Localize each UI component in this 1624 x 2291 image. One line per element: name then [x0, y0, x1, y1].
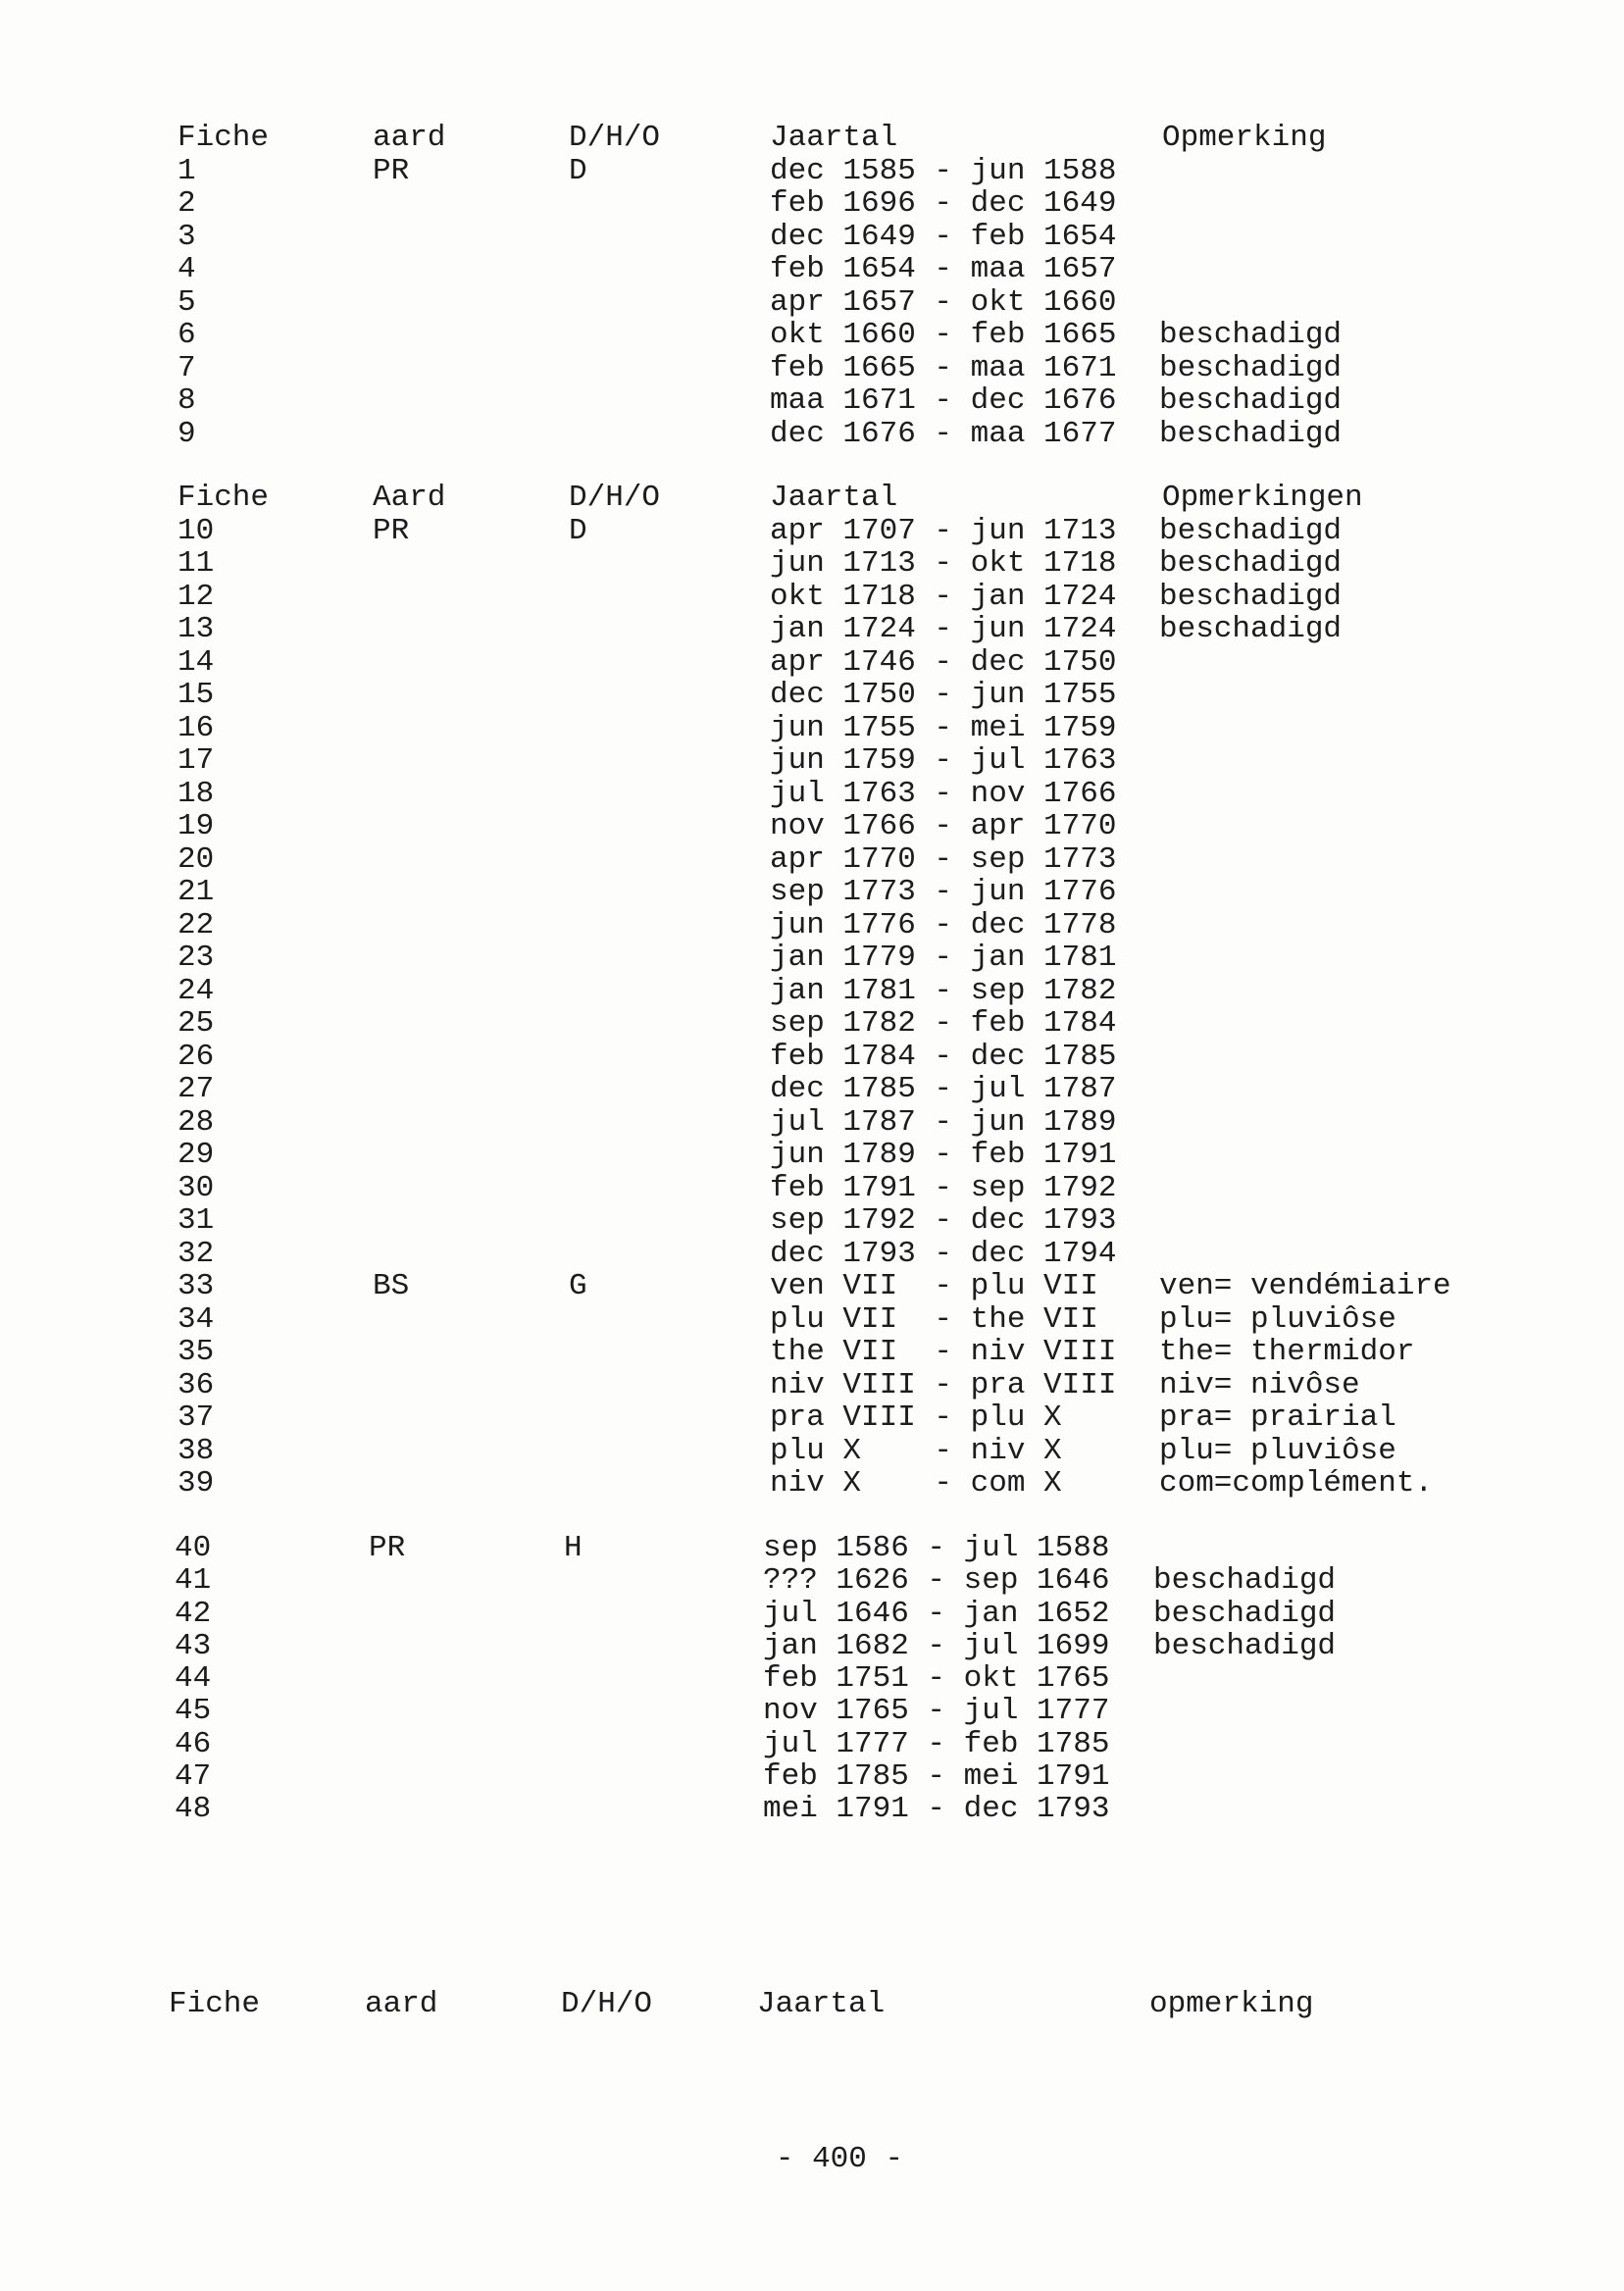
cell-fiche: 11 [178, 546, 215, 581]
cell-opmerking: beschadigd [1159, 546, 1343, 581]
cell-fiche: 39 [178, 1466, 215, 1501]
footer-table-header [0, 1988, 1624, 2021]
cell-fiche: 10 [178, 513, 215, 548]
cell-jaartal: feb 1751 - okt 1765 [763, 1661, 1110, 1697]
table-row [0, 1270, 1624, 1303]
header-aard: Aard [373, 481, 446, 515]
cell-fiche: 35 [178, 1335, 215, 1369]
cell-fiche: 1 [178, 153, 196, 188]
cell-fiche: 41 [175, 1563, 212, 1599]
cell-jaartal: dec 1649 - feb 1654 [770, 219, 1117, 254]
cell-jaartal: nov 1765 - jul 1777 [763, 1694, 1110, 1729]
table-row [0, 1172, 1624, 1205]
cell-opmerking: the= thermidor [1159, 1335, 1415, 1369]
header-dho: D/H/O [569, 481, 661, 515]
table-section-3 [0, 1532, 1624, 1826]
cell-jaartal: dec 1785 - jul 1787 [770, 1072, 1117, 1106]
cell-opmerking: beschadigd [1159, 318, 1343, 352]
header-jaartal: Jaartal [757, 1987, 886, 2021]
cell-fiche: 5 [178, 284, 196, 320]
cell-fiche: 7 [178, 350, 196, 385]
table-row [0, 1793, 1624, 1825]
cell-fiche: 32 [178, 1236, 215, 1271]
cell-jaartal: apr 1770 - sep 1773 [770, 841, 1117, 877]
cell-jaartal: niv X - com X [770, 1466, 1062, 1501]
table-row [0, 384, 1624, 418]
cell-fiche: 37 [178, 1400, 215, 1435]
cell-jaartal: maa 1671 - dec 1676 [770, 383, 1117, 418]
cell-dho: D [569, 513, 587, 548]
cell-jaartal: dec 1676 - maa 1677 [770, 416, 1117, 451]
cell-opmerking: pra= prairial [1159, 1400, 1396, 1435]
cell-opmerking: beschadigd [1159, 416, 1343, 451]
cell-opmerking: beschadigd [1159, 612, 1343, 646]
table-body [0, 1532, 1624, 1826]
cell-opmerking: beschadigd [1159, 383, 1343, 418]
cell-jaartal: jun 1776 - dec 1778 [770, 907, 1117, 942]
cell-fiche: 18 [178, 776, 215, 811]
table-row [0, 1073, 1624, 1106]
cell-jaartal: apr 1746 - dec 1750 [770, 644, 1117, 680]
cell-jaartal: the VII - niv VIII [770, 1335, 1117, 1369]
table-row [0, 515, 1624, 548]
table-row [0, 418, 1624, 451]
header-opmerking: Opmerking [1162, 121, 1327, 155]
table-header [0, 482, 1624, 515]
cell-jaartal: sep 1586 - jul 1588 [763, 1531, 1110, 1565]
cell-fiche: 4 [178, 252, 196, 286]
table-row [0, 909, 1624, 942]
header-dho: D/H/O [561, 1987, 653, 2021]
table-row [0, 1598, 1624, 1630]
cell-jaartal: feb 1784 - dec 1785 [770, 1039, 1117, 1074]
cell-jaartal: feb 1665 - maa 1671 [770, 350, 1117, 385]
table-row [0, 613, 1624, 646]
table-row [0, 1041, 1624, 1074]
cell-jaartal: dec 1585 - jun 1588 [770, 153, 1117, 188]
table-row [0, 253, 1624, 286]
cell-jaartal: jun 1713 - okt 1718 [770, 546, 1117, 581]
cell-fiche: 25 [178, 1006, 215, 1041]
cell-fiche: 33 [178, 1269, 215, 1303]
cell-jaartal: jan 1779 - jan 1781 [770, 941, 1117, 975]
cell-jaartal: sep 1792 - dec 1793 [770, 1203, 1117, 1238]
cell-jaartal: niv VIII - pra VIII [770, 1367, 1117, 1402]
cell-jaartal: feb 1791 - sep 1792 [770, 1170, 1117, 1205]
cell-fiche: 44 [175, 1661, 212, 1697]
cell-jaartal: apr 1657 - okt 1660 [770, 284, 1117, 320]
cell-jaartal: feb 1696 - dec 1649 [770, 186, 1117, 221]
table-row [0, 187, 1624, 221]
cell-opmerking: plu= pluviôse [1159, 1301, 1396, 1337]
header-aard: aard [373, 121, 446, 155]
table-row [0, 1007, 1624, 1041]
cell-jaartal: jan 1724 - jun 1724 [770, 612, 1117, 646]
cell-fiche: 26 [178, 1039, 215, 1074]
table-body [0, 155, 1624, 451]
cell-jaartal: jan 1781 - sep 1782 [770, 973, 1117, 1008]
cell-fiche: 38 [178, 1433, 215, 1468]
cell-jaartal: plu VII - the VII [770, 1301, 1098, 1337]
table-row [0, 1467, 1624, 1501]
cell-fiche: 40 [175, 1531, 212, 1565]
cell-jaartal: okt 1718 - jan 1724 [770, 579, 1117, 614]
table-row [0, 843, 1624, 877]
cell-fiche: 28 [178, 1104, 215, 1140]
cell-fiche: 48 [175, 1792, 212, 1827]
cell-jaartal: jul 1777 - feb 1785 [763, 1726, 1110, 1761]
cell-fiche: 34 [178, 1301, 215, 1337]
cell-jaartal: feb 1654 - maa 1657 [770, 252, 1117, 286]
cell-fiche: 9 [178, 416, 196, 451]
cell-fiche: 46 [175, 1726, 212, 1761]
table-row [0, 547, 1624, 581]
table-row [0, 1564, 1624, 1597]
table-row [0, 1728, 1624, 1760]
cell-dho: H [564, 1531, 583, 1565]
cell-fiche: 22 [178, 907, 215, 942]
cell-jaartal: apr 1707 - jun 1713 [770, 513, 1117, 548]
cell-jaartal: ??? 1626 - sep 1646 [763, 1563, 1110, 1599]
cell-jaartal: sep 1782 - feb 1784 [770, 1006, 1117, 1041]
cell-fiche: 43 [175, 1628, 212, 1663]
cell-fiche: 17 [178, 743, 215, 778]
table-row [0, 778, 1624, 811]
table-row [0, 679, 1624, 712]
table-row [0, 1106, 1624, 1140]
table-row [0, 942, 1624, 975]
cell-fiche: 21 [178, 875, 215, 909]
cell-fiche: 3 [178, 219, 196, 254]
table-row [0, 1435, 1624, 1468]
cell-fiche: 19 [178, 809, 215, 843]
cell-fiche: 8 [178, 383, 196, 418]
header-opmerking: opmerking [1149, 1987, 1314, 2021]
cell-jaartal: feb 1785 - mei 1791 [763, 1759, 1110, 1795]
cell-jaartal: ven VII - plu VII [770, 1269, 1098, 1303]
cell-opmerking: beschadigd [1159, 579, 1343, 614]
table-row [0, 581, 1624, 614]
cell-dho: D [569, 153, 587, 188]
table-row [0, 1369, 1624, 1402]
cell-fiche: 20 [178, 841, 215, 877]
cell-jaartal: jul 1787 - jun 1789 [770, 1104, 1117, 1140]
cell-opmerking: beschadigd [1159, 350, 1343, 385]
cell-fiche: 15 [178, 678, 215, 712]
cell-jaartal: nov 1766 - apr 1770 [770, 809, 1117, 843]
cell-fiche: 13 [178, 612, 215, 646]
cell-jaartal: jan 1682 - jul 1699 [763, 1628, 1110, 1663]
cell-fiche: 6 [178, 318, 196, 352]
cell-jaartal: okt 1660 - feb 1665 [770, 318, 1117, 352]
table-section-2 [0, 482, 1624, 1501]
cell-fiche: 47 [175, 1759, 212, 1795]
cell-opmerking: beschadigd [1159, 513, 1343, 548]
table-header [0, 122, 1624, 155]
table-row [0, 286, 1624, 320]
header-fiche: Fiche [178, 121, 270, 155]
cell-jaartal: pra VIII - plu X [770, 1400, 1062, 1435]
cell-jaartal: jul 1763 - nov 1766 [770, 776, 1117, 811]
table-section-1 [0, 122, 1624, 450]
cell-fiche: 2 [178, 186, 196, 221]
table-row [0, 1760, 1624, 1793]
cell-jaartal: mei 1791 - dec 1793 [763, 1792, 1110, 1827]
table-row [0, 1303, 1624, 1337]
cell-jaartal: dec 1793 - dec 1794 [770, 1236, 1117, 1271]
cell-fiche: 23 [178, 941, 215, 975]
header-jaartal: Jaartal [770, 481, 898, 515]
table-row [0, 1401, 1624, 1435]
cell-opmerking: beschadigd [1153, 1596, 1337, 1631]
cell-opmerking: beschadigd [1153, 1563, 1337, 1599]
header-opmerking: Opmerkingen [1162, 481, 1363, 515]
table-row [0, 1238, 1624, 1271]
cell-jaartal: dec 1750 - jun 1755 [770, 678, 1117, 712]
cell-aard: BS [373, 1269, 410, 1303]
cell-fiche: 42 [175, 1596, 212, 1631]
cell-fiche: 14 [178, 644, 215, 680]
table-row [0, 1336, 1624, 1369]
table-row [0, 1204, 1624, 1238]
cell-fiche: 36 [178, 1367, 215, 1402]
table-row [0, 1662, 1624, 1695]
cell-jaartal: plu X - niv X [770, 1433, 1062, 1468]
cell-fiche: 31 [178, 1203, 215, 1238]
page-number [0, 2143, 1624, 2176]
cell-dho: G [569, 1269, 587, 1303]
table-row [0, 319, 1624, 352]
header-fiche: Fiche [178, 481, 270, 515]
cell-jaartal: jun 1759 - jul 1763 [770, 743, 1117, 778]
cell-fiche: 30 [178, 1170, 215, 1205]
table-row [0, 1695, 1624, 1727]
cell-jaartal: jun 1789 - feb 1791 [770, 1138, 1117, 1172]
header-jaartal: Jaartal [770, 121, 898, 155]
cell-jaartal: jun 1755 - mei 1759 [770, 710, 1117, 745]
cell-fiche: 29 [178, 1138, 215, 1172]
cell-fiche: 45 [175, 1694, 212, 1729]
cell-aard: PR [373, 153, 410, 188]
cell-jaartal: sep 1773 - jun 1776 [770, 875, 1117, 909]
cell-opmerking: ven= vendémiaire [1159, 1269, 1451, 1303]
cell-aard: PR [369, 1531, 406, 1565]
table-row [0, 810, 1624, 843]
cell-jaartal: jul 1646 - jan 1652 [763, 1596, 1110, 1631]
table-row [0, 876, 1624, 909]
table-row [0, 1532, 1624, 1564]
cell-opmerking: niv= nivôse [1159, 1367, 1360, 1402]
table-row [0, 712, 1624, 745]
cell-opmerking: plu= pluviôse [1159, 1433, 1396, 1468]
cell-aard: PR [373, 513, 410, 548]
table-row [0, 155, 1624, 188]
table-row [0, 744, 1624, 778]
table-row [0, 646, 1624, 680]
table-row [0, 975, 1624, 1008]
table-body [0, 515, 1624, 1501]
table-row [0, 1139, 1624, 1172]
cell-fiche: 27 [178, 1072, 215, 1106]
header-fiche: Fiche [169, 1987, 261, 2021]
cell-fiche: 12 [178, 579, 215, 614]
cell-opmerking: beschadigd [1153, 1628, 1337, 1663]
cell-fiche: 16 [178, 710, 215, 745]
header-dho: D/H/O [569, 121, 661, 155]
cell-opmerking: com=complément. [1159, 1466, 1434, 1501]
cell-fiche: 24 [178, 973, 215, 1008]
table-row [0, 221, 1624, 254]
table-row [0, 352, 1624, 385]
header-aard: aard [365, 1987, 438, 2021]
page-number-text: - 400 - [775, 2142, 904, 2176]
table-row [0, 1630, 1624, 1662]
